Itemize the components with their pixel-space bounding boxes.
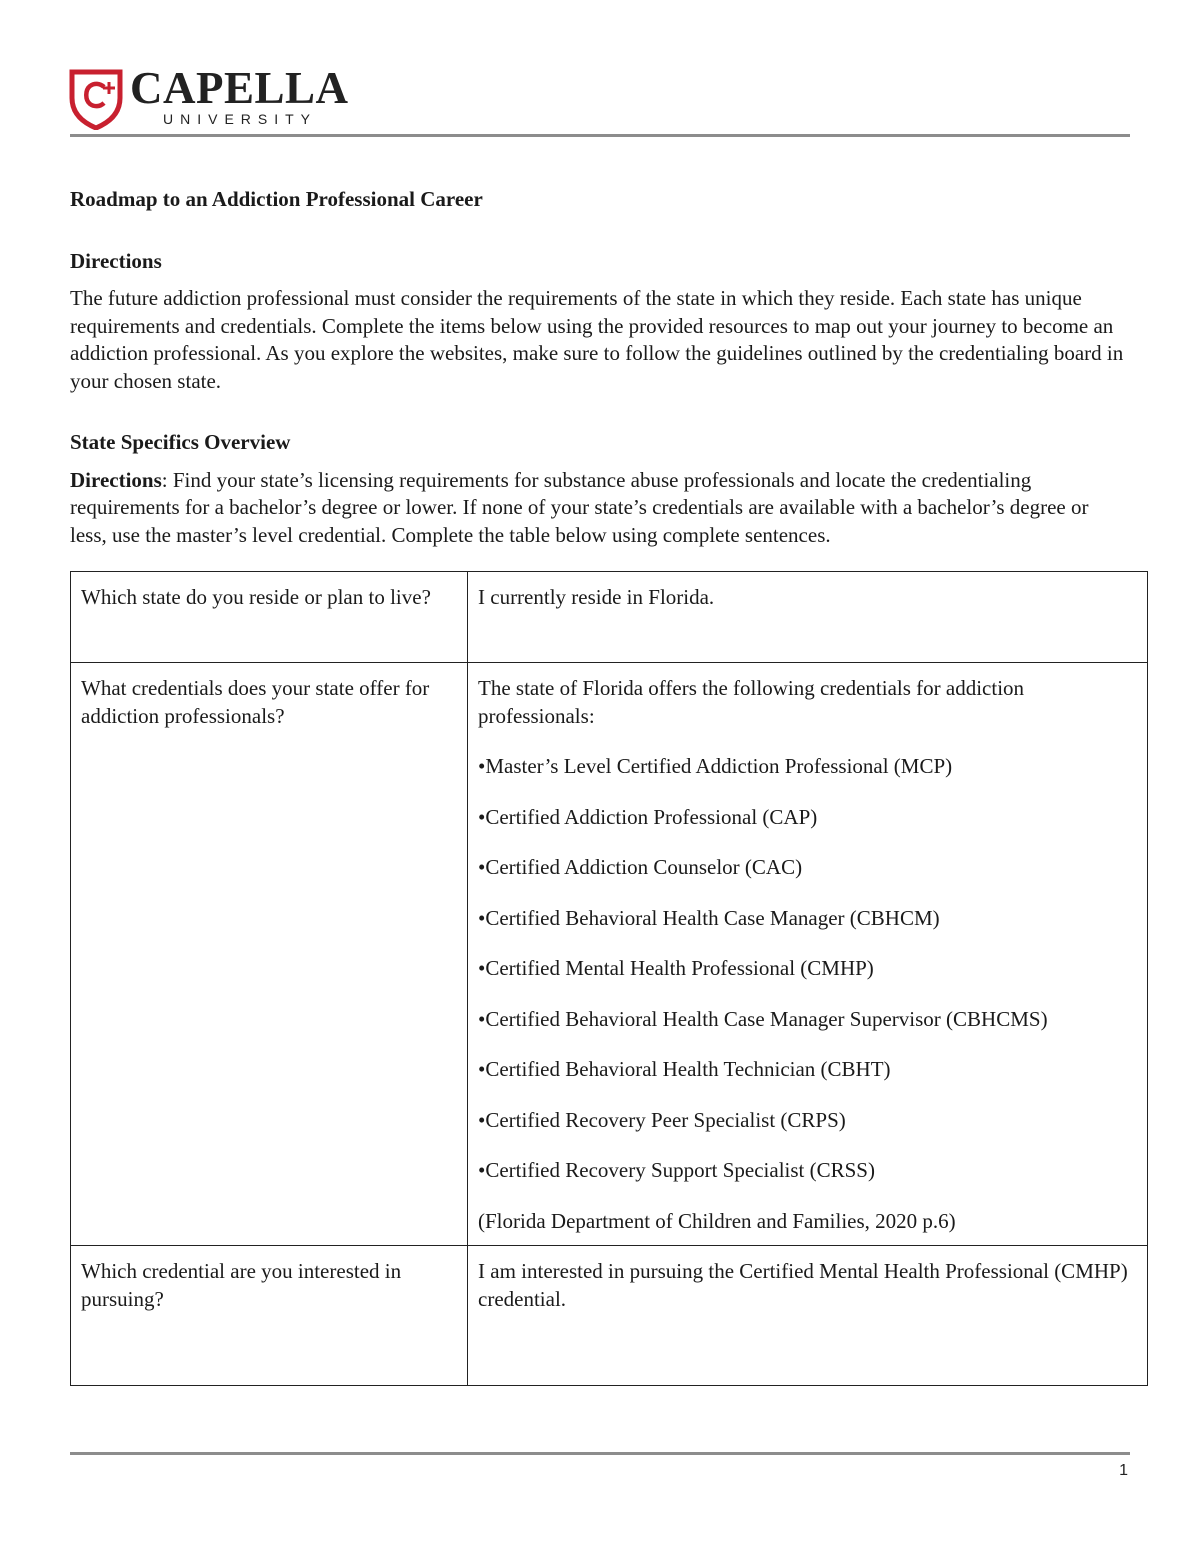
state-specifics-table bbox=[70, 571, 1148, 1386]
state-specifics-heading: State Specifics Overview bbox=[70, 430, 291, 454]
capella-shield-icon bbox=[68, 68, 124, 130]
table-question-cell bbox=[71, 663, 468, 1246]
section-directions-label: Directions bbox=[70, 467, 162, 492]
list-item: • Certified Behavioral Health Technician (CBHT) bbox=[478, 1056, 1137, 1084]
list-item: • Certified Addiction Professional (CAP) bbox=[478, 804, 1137, 832]
question-credentials: What credentials does your state offer for addiction professionals? bbox=[81, 676, 430, 728]
capella-logo bbox=[68, 63, 368, 132]
question-state: Which state do you reside or plan to live? bbox=[81, 585, 431, 609]
table-row bbox=[71, 1246, 1148, 1386]
logo-subtitle: UNIVERSITY bbox=[163, 111, 318, 127]
table-answer-cell bbox=[468, 572, 1148, 663]
question-interest: Which credential are you interested in pursuing? bbox=[81, 1259, 402, 1311]
document-title: Roadmap to an Addiction Professional Career bbox=[70, 187, 483, 211]
list-item: • Certified Behavioral Health Case Manager (CBHCM) bbox=[478, 905, 1137, 933]
table-question-cell bbox=[71, 1246, 468, 1386]
answer-interest: I am interested in pursuing the Certified Mental Health Professional (CMHP) credential. bbox=[478, 1259, 1128, 1311]
table-answer-cell bbox=[468, 663, 1148, 1246]
footer-divider bbox=[70, 1452, 1130, 1455]
page-number: 1 bbox=[1119, 1462, 1128, 1479]
directions-text: The future addiction professional must consider the requirements of the state in which they reside. Each state has unique requirements and credentials. Complete the items below using the provided resources to map out your journey to become an addiction professional. As you explore the websites, make sure to follow the guidelines outlined by the credentialing board in your chosen state. bbox=[70, 286, 1124, 393]
answer-credentials-intro: The state of Florida offers the following credentials for addiction professionals: bbox=[478, 676, 1025, 728]
table-row bbox=[71, 572, 1148, 663]
list-item: • Certified Recovery Support Specialist (CRSS) bbox=[478, 1157, 1137, 1185]
document-body bbox=[70, 186, 1130, 1386]
credentials-list bbox=[478, 753, 1137, 1185]
table-row bbox=[71, 663, 1148, 1246]
list-item: • Certified Mental Health Professional (CMHP) bbox=[478, 955, 1137, 983]
logo-wordmark: CAPELLA bbox=[130, 63, 349, 113]
table-question-cell bbox=[71, 572, 468, 663]
answer-state: I currently reside in Florida. bbox=[478, 585, 715, 609]
directions-heading: Directions bbox=[70, 248, 162, 273]
list-item: • Certified Recovery Peer Specialist (CRPS) bbox=[478, 1107, 1137, 1135]
citation: (Florida Department of Children and Families, 2020 p.6) bbox=[478, 1208, 956, 1233]
list-item: • Master’s Level Certified Addiction Professional (MCP) bbox=[478, 753, 1137, 781]
section-directions bbox=[70, 467, 1130, 550]
section-directions-text: : Find your state’s licensing requirements for substance abuse professionals and locate the credentialing requirements for a bachelor’s degree or lower. If none of your state’s credentials are available with a bachelor’s degree or less, use the master’s level credential. Complete the table below using complete sentences. bbox=[70, 467, 1089, 547]
list-item: • Certified Behavioral Health Case Manager Supervisor (CBHCMS) bbox=[478, 1006, 1137, 1034]
table-answer-cell bbox=[468, 1246, 1148, 1386]
list-item: • Certified Addiction Counselor (CAC) bbox=[478, 854, 1137, 882]
header-divider bbox=[70, 134, 1130, 137]
